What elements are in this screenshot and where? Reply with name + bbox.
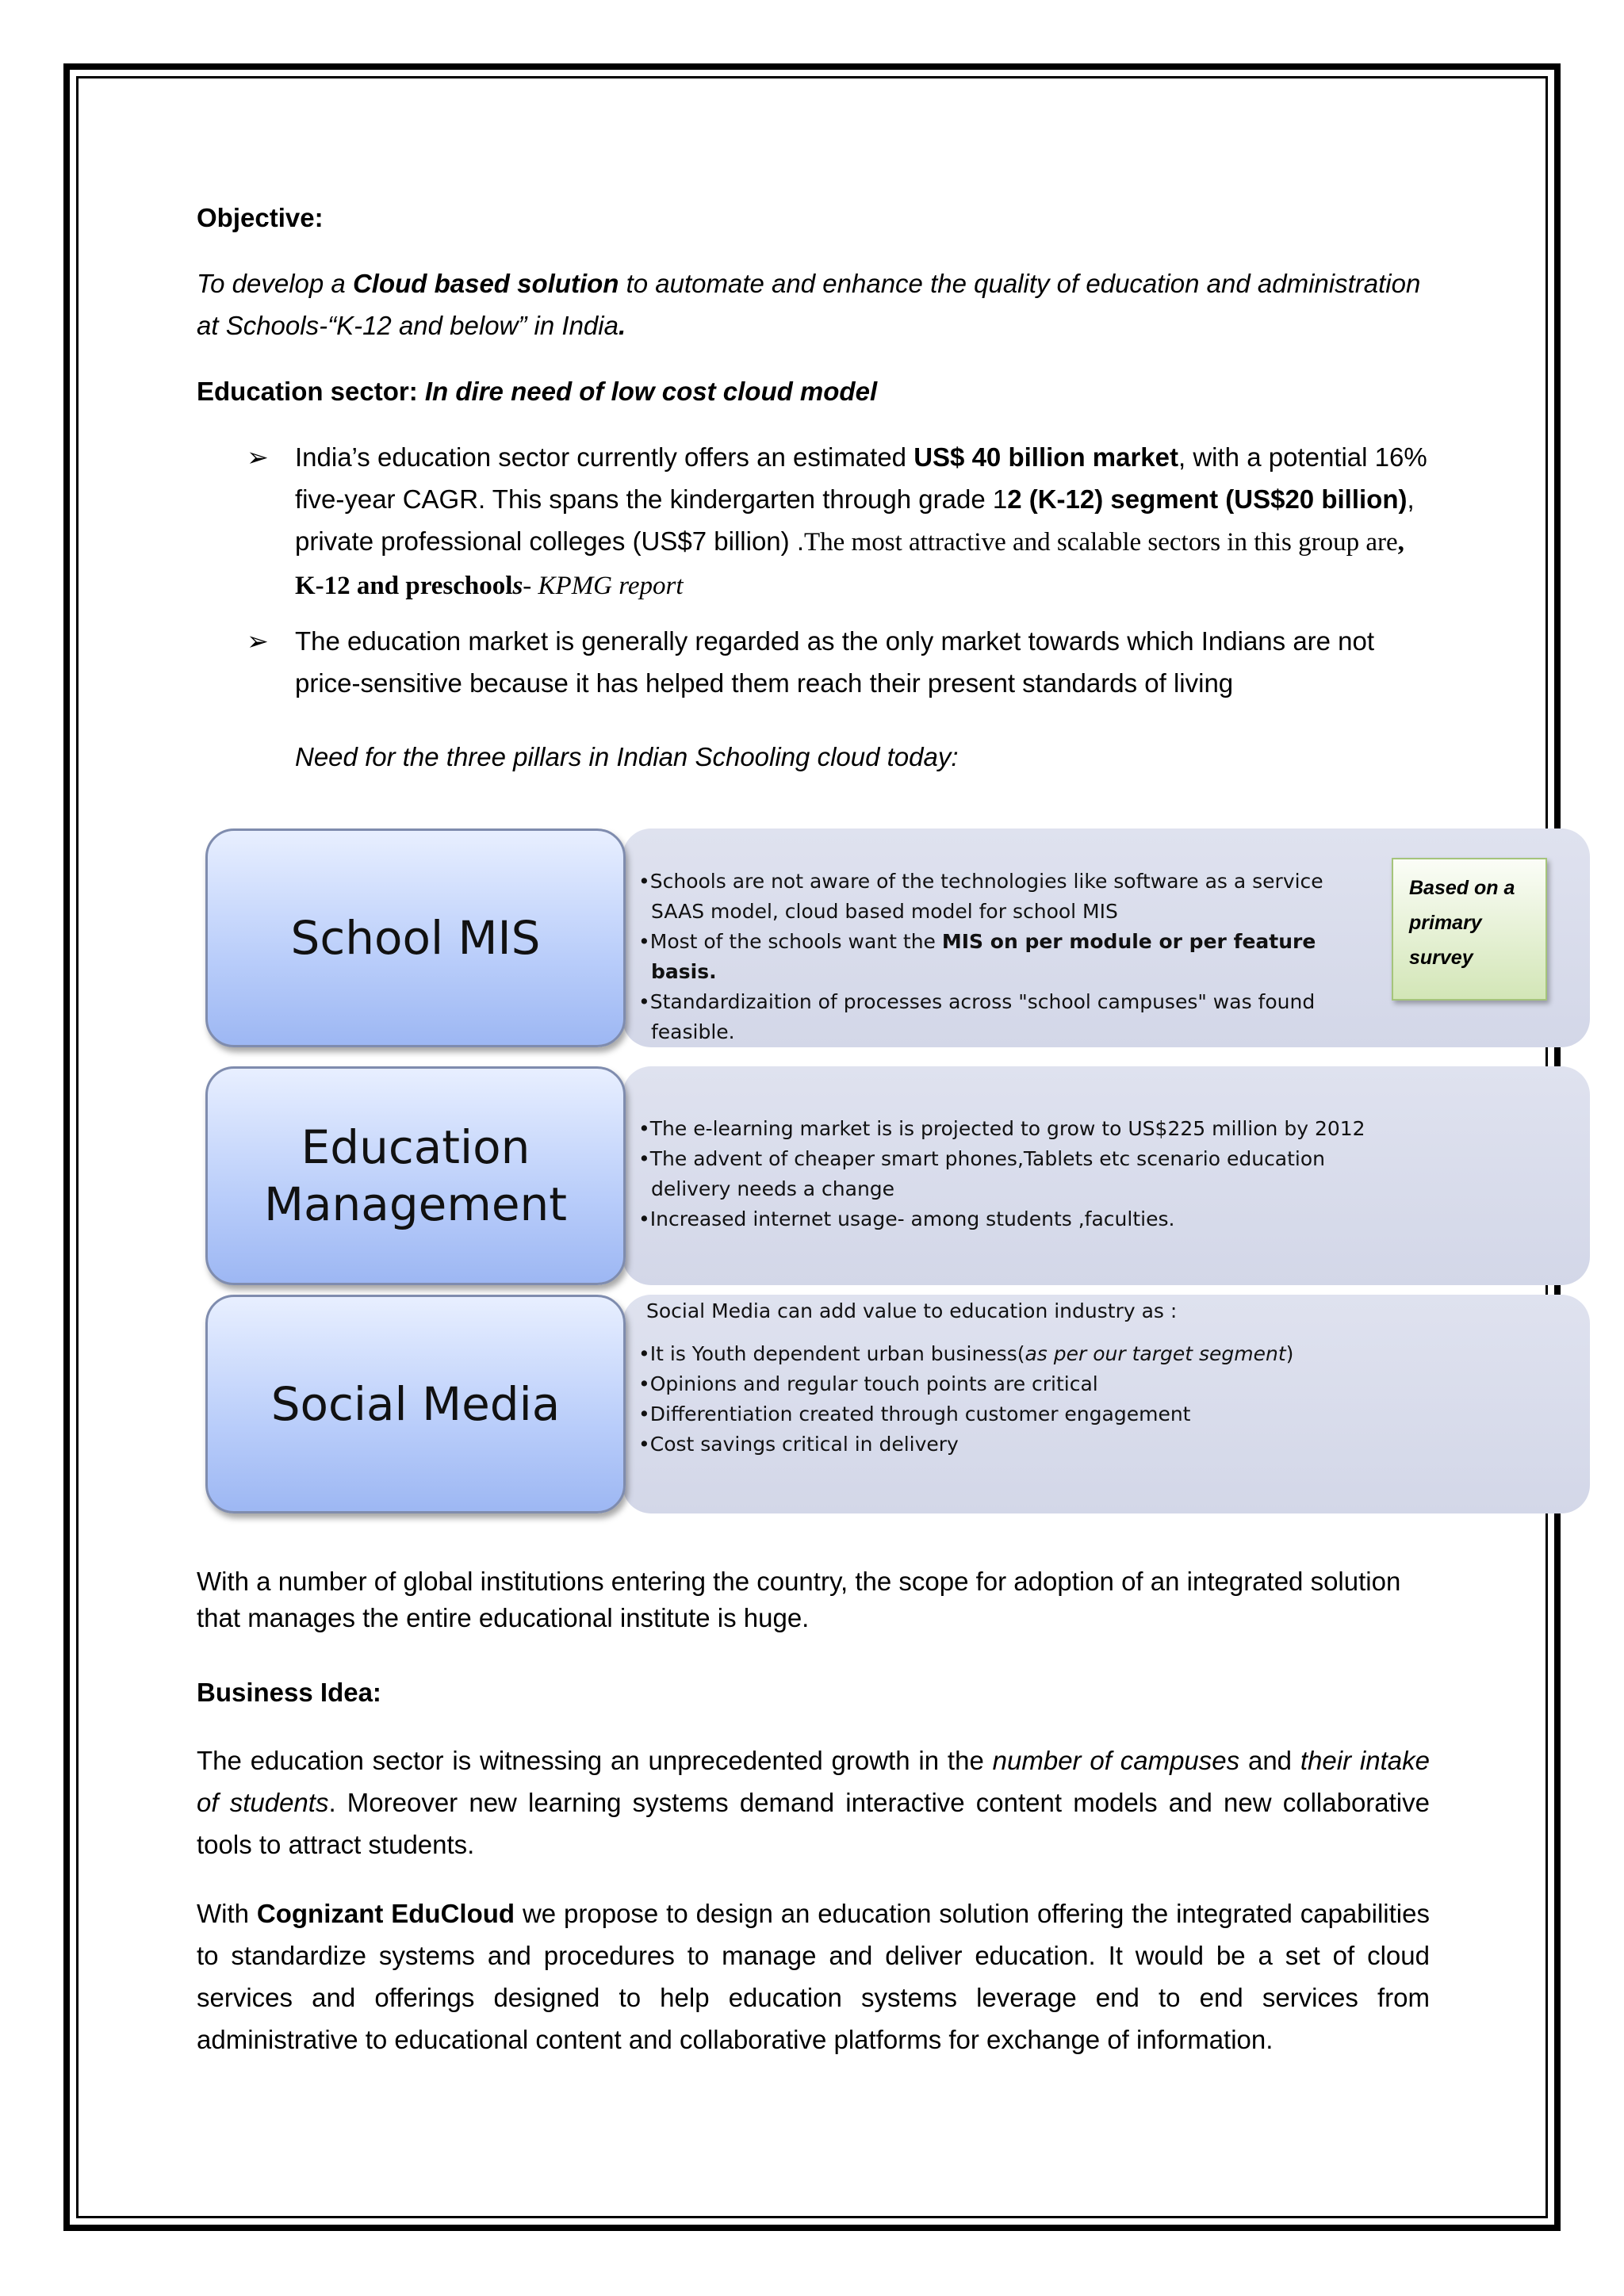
pillar-row-school-mis xyxy=(202,828,1392,1047)
pillar-points: •Schools are not aware of the technologies like software as a service SAAS model, cloud based model for school MIS •Most of the schools want the MIS on per module or per feature basis. •Standardizaition of processes across "school campuses" was found feasible. xyxy=(638,870,1323,1043)
arrow-bullet-icon: ➢ xyxy=(247,442,269,472)
scope-paragraph: With a number of global institutions entering the country, the scope for adoption of an integrated solution that manages the entire educational institute is huge. xyxy=(197,1567,1401,1632)
document-body xyxy=(197,197,1430,778)
list-item: ➢ The education market is generally regarded as the only market towards which Indians are not price-sensitive because it has helped them reach their present standards of living xyxy=(295,620,1430,704)
survey-note: Based on a primary survey xyxy=(1392,858,1547,1001)
pillar-label: School MIS xyxy=(205,828,626,1047)
objective-text: To develop a Cloud based solution to automate and enhance the quality of education and administration at Schools-“K-12 and below” in India. xyxy=(197,269,1421,340)
business-paragraph-2: With Cognizant EduCloud we propose to design an education solution offering the integrated capabilities to standardize systems and procedures to manage and deliver education. It would be a set of cloud services and offerings designed to help education systems leverage end to end services from administrative to educational content and collaborative platforms for exchange of information. xyxy=(197,1899,1430,2054)
business-idea-heading: Business Idea: xyxy=(197,1678,381,1707)
sector-heading: Education sector: In dire need of low cost cloud model xyxy=(197,377,878,406)
pillar-row-education-management xyxy=(202,1066,1392,1285)
pillar-points: Social Media can add value to education industry as : •It is Youth dependent urban business(as per our target segment) •Opinions and regular touch points are critical •Differentiation created through customer engagement •Cost savings critical in delivery xyxy=(638,1299,1294,1456)
three-pillars-diagram xyxy=(202,825,1550,1522)
list-item: ➢ India’s education sector currently offers an estimated US$ 40 billion market, with a potential 16% five-year CAGR. This spans the kindergarten through grade 12 (K-12) segment (US$20 billion), private professional colleges (US$7 billion) .The most attractive and scalable sectors in this group are, K-12 and preschools- KPMG report xyxy=(295,436,1430,607)
pillar-points: •The e-learning market is is projected to grow to US$225 million by 2012 •The advent of cheaper smart phones,Tablets etc scenario education delivery needs a change •Increased internet usage- among students ,faculties. xyxy=(638,1117,1365,1230)
pillar-label: Education Management xyxy=(205,1066,626,1285)
arrow-bullet-icon: ➢ xyxy=(247,626,269,656)
objective-heading: Objective: xyxy=(197,203,324,232)
diagram-caption: Need for the three pillars in Indian Schooling cloud today: xyxy=(295,742,959,771)
bullet-list xyxy=(197,436,1430,704)
pillar-label: Social Media xyxy=(205,1295,626,1513)
lower-section xyxy=(197,1563,1430,2061)
pillar-row-social-media xyxy=(202,1295,1392,1513)
business-paragraph-1: The education sector is witnessing an unprecedented growth in the number of campuses and their intake of students. Moreover new learning systems demand interactive content models and new collaborative tools to attract students. xyxy=(197,1746,1430,1859)
